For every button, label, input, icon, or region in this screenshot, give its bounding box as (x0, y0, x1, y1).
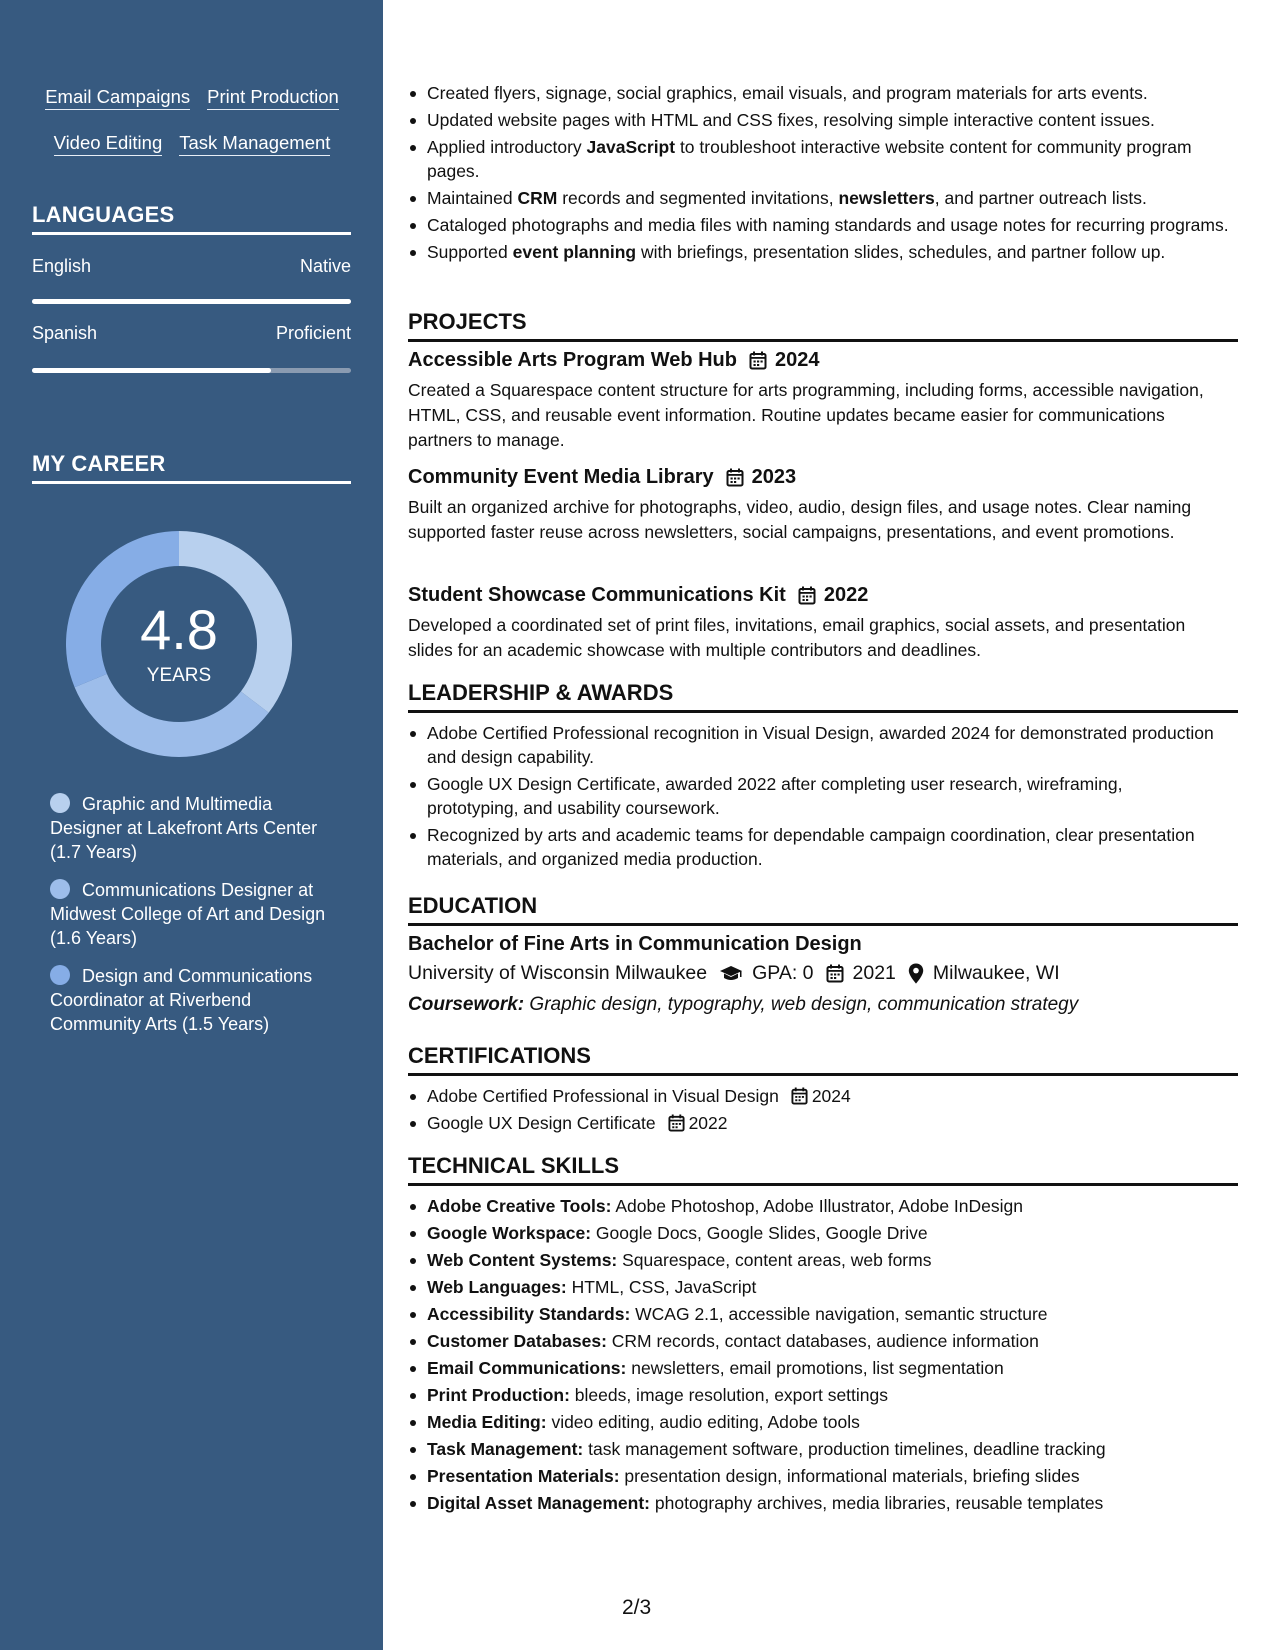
legend-dot-icon (50, 965, 70, 985)
skill-item (408, 1248, 1228, 1272)
certification-year: 2024 (811, 1086, 851, 1106)
skill-item (408, 1464, 1228, 1488)
language-level: Proficient (275, 323, 351, 343)
certification-item (408, 1084, 1208, 1108)
skill-item (408, 1437, 1228, 1461)
skill-item (408, 1302, 1228, 1326)
skill-item (408, 1221, 1228, 1245)
bullet-keyword: newsletters (838, 188, 935, 208)
skill-values: newsletters, email promotions, list segmentation (626, 1358, 1004, 1378)
skill-values: Google Docs, Google Slides, Google Drive (591, 1223, 928, 1243)
language-level: Native (299, 256, 351, 276)
skill-values: photography archives, media libraries, reusable templates (650, 1493, 1104, 1513)
skill-values: video editing, audio editing, Adobe tools (546, 1412, 860, 1432)
language-name: English (32, 256, 92, 276)
skill-category: Adobe Creative Tools: (427, 1196, 612, 1216)
legend-dot-icon (50, 793, 70, 813)
skill-category: Google Workspace: (427, 1223, 592, 1243)
bullet-text: Supported (427, 242, 513, 262)
skill-category: Digital Asset Management: (427, 1493, 651, 1513)
education-location: Milwaukee, WI (932, 962, 1060, 984)
career-item (50, 878, 340, 950)
skill-category: Email Communications: (427, 1358, 627, 1378)
language-bar (32, 299, 351, 304)
certifications-list (408, 1084, 1208, 1138)
experience-bullet (408, 240, 1238, 264)
skill-category: Task Management: (427, 1439, 584, 1459)
skill-item (408, 1275, 1228, 1299)
experience-bullet (408, 186, 1238, 210)
bullet-text: , and partner outreach lists. (934, 188, 1147, 208)
project-year: 2022 (823, 584, 869, 606)
project-description: Developed a coordinated set of print files, invitations, email graphics, social assets, and presentation slides for an academic showcase with multiple contributors and deadlines. (408, 615, 1186, 660)
career-item (50, 792, 340, 864)
skill-item (408, 1194, 1228, 1218)
page-number: 2/3 (622, 1596, 652, 1619)
education-details (408, 962, 1060, 985)
skill-item (408, 1356, 1228, 1380)
coursework-label: Coursework: (408, 994, 525, 1015)
project-name: Accessible Arts Program Web Hub (408, 349, 737, 371)
education-gpa: GPA: 0 (752, 962, 814, 984)
skill-values: HTML, CSS, JavaScript (566, 1277, 757, 1297)
skill-category: Web Languages: (427, 1277, 567, 1297)
language-bar (32, 368, 351, 373)
skill-category: Print Production: (427, 1385, 570, 1405)
experience-bullet (408, 108, 1238, 132)
career-item (50, 964, 340, 1036)
skill-tag: Video Editing (54, 132, 163, 156)
skills-list (408, 1194, 1228, 1518)
bullet-text: Created flyers, signage, social graphics, email visuals, and program materials for arts events. (427, 83, 1148, 103)
skill-item (408, 1491, 1228, 1515)
graduation-cap-icon (719, 965, 743, 983)
career-heading: MY CAREER (32, 451, 351, 484)
skill-category: Web Content Systems: (427, 1250, 618, 1270)
education-school: University of Wisconsin Milwaukee (408, 962, 708, 984)
bullet-text: to troubleshoot interactive website content for community program pages. (427, 137, 1192, 181)
sidebar (0, 0, 383, 1650)
language-row (32, 323, 351, 344)
language-bar-fill (32, 368, 271, 373)
skill-item (408, 1383, 1228, 1407)
legend-dot-icon (50, 879, 70, 899)
skill-tag: Task Management (179, 132, 330, 156)
skill-category: Presentation Materials: (427, 1466, 620, 1486)
certifications-heading: CERTIFICATIONS (408, 1043, 1238, 1076)
project-description: Built an organized archive for photographs, video, audio, design files, and usage notes. Clear naming supported faster reuse across newsletters, social campaigns, presentations, and event promotions. (408, 497, 1192, 542)
career-item-label: Communications Designer at Midwest College of Art and Design (1.6 Years) (50, 880, 326, 948)
project-title (408, 584, 868, 607)
project-title (408, 466, 796, 489)
skill-item (408, 1329, 1228, 1353)
language-bar-fill (32, 299, 351, 304)
skill-values: WCAG 2.1, accessible navigation, semantic structure (630, 1304, 1048, 1324)
skill-values: presentation design, informational materials, briefing slides (619, 1466, 1080, 1486)
education-heading: EDUCATION (408, 893, 1238, 926)
calendar-icon (826, 964, 844, 983)
career-total-years: 4.8 (140, 598, 218, 661)
skill-tag: Print Production (207, 86, 339, 110)
skill-category: Accessibility Standards: (427, 1304, 631, 1324)
skills-heading: TECHNICAL SKILLS (408, 1153, 1238, 1186)
languages-heading: LANGUAGES (32, 202, 351, 235)
project-description: Created a Squarespace content structure for arts programming, including forms, accessible navigation, HTML, CSS, and reusable event information. Routine updates became easier for communications partners to manage. (408, 380, 1204, 450)
leadership-list (408, 721, 1218, 874)
project-name: Community Event Media Library (408, 466, 714, 488)
experience-bullet (408, 213, 1238, 237)
language-name: Spanish (32, 323, 98, 343)
leadership-heading: LEADERSHIP & AWARDS (408, 680, 1238, 713)
leadership-item: Google UX Design Certificate, awarded 2022 after completing user research, wireframing, prototyping, and usability coursework. (408, 772, 1218, 820)
education-year: 2021 (852, 962, 896, 984)
experience-bullet (408, 135, 1238, 183)
projects-heading: PROJECTS (408, 309, 1238, 342)
project-title (408, 349, 819, 372)
leadership-item: Recognized by arts and academic teams for dependable campaign coordination, clear presentation materials, and organized media production. (408, 823, 1218, 871)
experience-bullet (408, 81, 1238, 105)
certification-name: Adobe Certified Professional in Visual Design (427, 1086, 779, 1106)
career-item-label: Design and Communications Coordinator at Riverbend Community Arts (1.5 Years) (50, 966, 313, 1034)
bullet-keyword: event planning (512, 242, 637, 262)
certification-item (408, 1111, 1208, 1135)
calendar-icon (798, 586, 816, 605)
skill-category: Media Editing: (427, 1412, 547, 1432)
skill-tags (32, 86, 352, 156)
career-years-label: YEARS (146, 665, 212, 686)
bullet-text: with briefings, presentation slides, schedules, and partner follow up. (636, 242, 1166, 262)
project-year: 2023 (751, 466, 797, 488)
project-name: Student Showcase Communications Kit (408, 584, 786, 606)
calendar-icon (749, 351, 767, 370)
education-coursework (408, 994, 1078, 1016)
project-year: 2024 (774, 349, 820, 371)
skill-tag: Email Campaigns (45, 86, 190, 110)
career-list (50, 792, 340, 1050)
bullet-text: Cataloged photographs and media files with naming standards and usage notes for recurring programs. (427, 215, 1229, 235)
bullet-keyword: CRM (517, 188, 558, 208)
career-item-label: Graphic and Multimedia Designer at Lakefront Arts Center (1.7 Years) (50, 794, 318, 862)
skill-values: Adobe Photoshop, Adobe Illustrator, Adobe InDesign (611, 1196, 1023, 1216)
bullet-keyword: JavaScript (586, 137, 676, 157)
experience-bullets (408, 81, 1238, 267)
skill-values: Squarespace, content areas, web forms (617, 1250, 932, 1270)
certification-year: 2022 (688, 1113, 728, 1133)
language-row (32, 256, 351, 277)
coursework-value: Graphic design, typography, web design, communication strategy (524, 994, 1079, 1015)
education-degree: Bachelor of Fine Arts in Communication Design (408, 933, 862, 955)
calendar-icon (791, 1087, 808, 1105)
map-pin-icon (908, 963, 924, 984)
calendar-icon (726, 468, 744, 487)
skill-values: task management software, production timelines, deadline tracking (583, 1439, 1106, 1459)
certification-name: Google UX Design Certificate (427, 1113, 656, 1133)
skill-values: bleeds, image resolution, export settings (569, 1385, 888, 1405)
skill-values: CRM records, contact databases, audience information (606, 1331, 1039, 1351)
bullet-text: Maintained (427, 188, 518, 208)
leadership-item: Adobe Certified Professional recognition in Visual Design, awarded 2024 for demonstrated production and design capability. (408, 721, 1218, 769)
calendar-icon (668, 1114, 685, 1132)
bullet-text: Updated website pages with HTML and CSS fixes, resolving simple interactive content issues. (427, 110, 1155, 130)
bullet-text: Applied introductory (427, 137, 587, 157)
skill-item (408, 1410, 1228, 1434)
skill-category: Customer Databases: (427, 1331, 607, 1351)
bullet-text: records and segmented invitations, (557, 188, 839, 208)
